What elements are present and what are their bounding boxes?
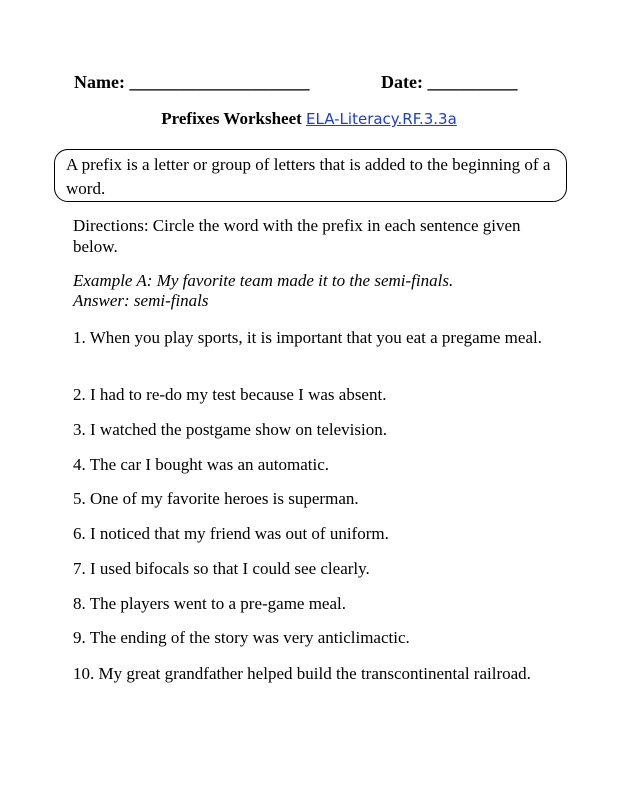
- worksheet-header: [0, 72, 618, 96]
- question-9: 9. The ending of the story was very anticlimactic.: [73, 628, 410, 647]
- question-2: 2. I had to re-do my test because I was absent.: [73, 385, 387, 404]
- example-sentence: Example A: My favorite team made it to the semi-finals.: [73, 271, 454, 290]
- question-4: 4. The car I bought was an automatic.: [73, 455, 330, 474]
- question-8: 8. The players went to a pre-game meal.: [73, 594, 346, 613]
- example-block: [73, 271, 553, 311]
- question-10: 10. My great grandfather helped build the transcontinental railroad.: [73, 664, 531, 683]
- question-3: 3. I watched the postgame show on television.: [73, 420, 387, 439]
- worksheet-title: [0, 109, 618, 129]
- example-answer: Answer: semi-finals: [73, 291, 209, 310]
- name-field: Name: ____________________: [74, 72, 310, 92]
- question-7: 7. I used bifocals so that I could see clearly.: [73, 559, 370, 578]
- standard-link[interactable]: ELA-Literacy.RF.3.3a: [306, 110, 457, 128]
- question-5: 5. One of my favorite heroes is superman.: [73, 489, 359, 508]
- question-1: 1. When you play sports, it is important that you eat a pregame meal.: [73, 328, 542, 347]
- title-text: Prefixes Worksheet: [161, 109, 302, 128]
- question-6: 6. I noticed that my friend was out of uniform.: [73, 524, 389, 543]
- date-field: Date: __________: [381, 72, 518, 92]
- definition-box: A prefix is a letter or group of letters that is added to the beginning of a word.: [54, 149, 567, 202]
- directions-text: Directions: Circle the word with the prefix in each sentence given below.: [73, 216, 521, 256]
